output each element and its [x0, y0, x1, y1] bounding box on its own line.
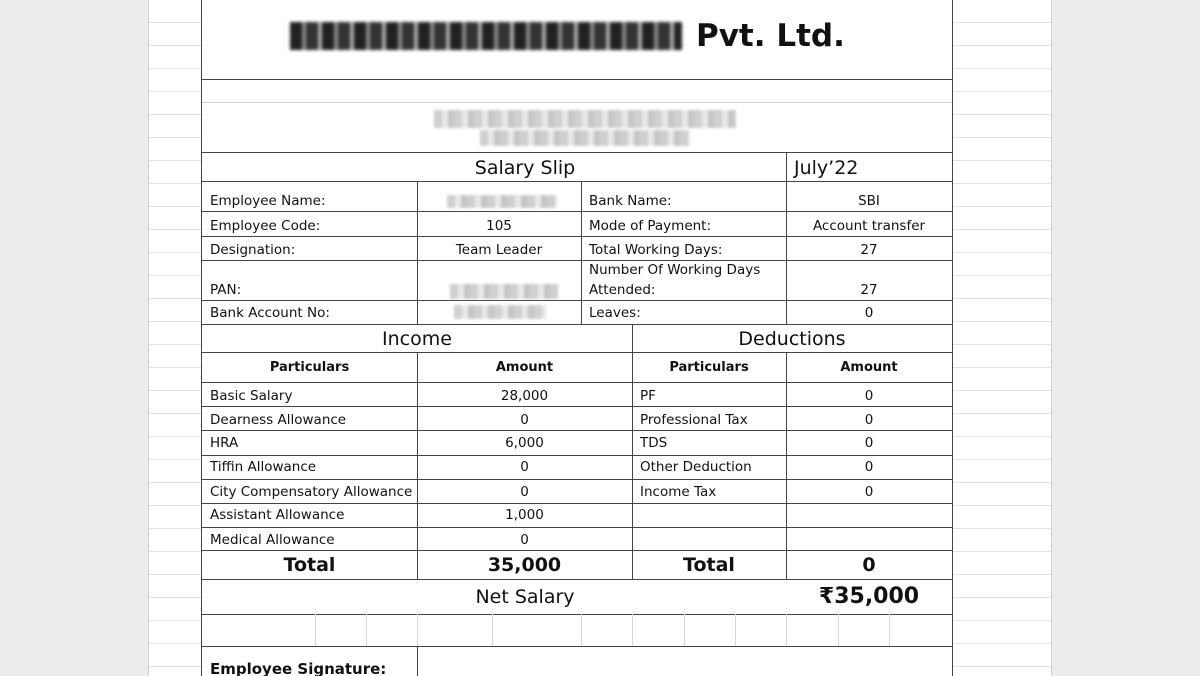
company-address-redacted	[434, 110, 736, 128]
deductions-total-value: 0	[862, 554, 876, 576]
income-row: Tiffin Allowance	[210, 459, 317, 475]
employee-signature-label: Employee Signature:	[210, 660, 387, 676]
spreadsheet-page	[148, 0, 1052, 676]
income-row-amount: 28,000	[500, 388, 549, 404]
pan-redacted	[450, 284, 558, 299]
income-total-label: Total	[283, 554, 336, 576]
employee-code-label: Employee Code:	[210, 218, 321, 234]
income-col-amount: Amount	[495, 360, 554, 375]
income-total-value: 35,000	[487, 554, 562, 576]
leaves-value: 0	[864, 305, 874, 321]
income-row-amount: 0	[520, 484, 529, 500]
employee-code-value: 105	[486, 218, 512, 234]
slip-period: July’22	[794, 157, 859, 179]
deduction-row: Income Tax	[640, 484, 717, 500]
deduction-row-amount: 0	[864, 484, 874, 500]
payment-mode-value: Account transfer	[812, 218, 926, 234]
bank-name-label: Bank Name:	[589, 193, 672, 209]
income-row: Basic Salary	[210, 388, 293, 404]
leaves-label: Leaves:	[589, 305, 641, 321]
designation-value: Team Leader	[455, 242, 543, 258]
deduction-row-amount: 0	[864, 388, 874, 404]
working-days-value: 27	[860, 242, 878, 258]
income-row: HRA	[210, 435, 239, 451]
attended-days-label-1: Number Of Working Days	[589, 262, 761, 278]
bank-account-label: Bank Account No:	[210, 305, 330, 321]
net-salary-value: ₹35,000	[818, 584, 920, 609]
bank-account-redacted	[454, 305, 546, 319]
deductions-col-amount: Amount	[840, 360, 898, 375]
deductions-col-particulars: Particulars	[669, 360, 749, 375]
income-heading: Income	[382, 328, 452, 350]
company-address-redacted-line2	[480, 130, 690, 146]
income-row-amount: 0	[520, 459, 529, 475]
income-row-amount: 0	[520, 412, 529, 428]
deduction-row: PF	[640, 388, 656, 404]
working-days-label: Total Working Days:	[589, 242, 723, 258]
deduction-row: Professional Tax	[640, 412, 748, 428]
income-row-amount: 0	[520, 532, 529, 548]
income-col-particulars: Particulars	[269, 360, 350, 375]
salary-slip	[201, 0, 953, 676]
income-row-amount: 6,000	[505, 435, 544, 451]
deduction-row-amount: 0	[864, 459, 874, 475]
company-name-suffix: Pvt. Ltd.	[696, 18, 845, 54]
bank-name-value: SBI	[858, 193, 880, 209]
deduction-row: TDS	[640, 435, 668, 451]
attended-days-label-2: Attended:	[589, 282, 656, 298]
income-row-amount: 1,000	[505, 507, 544, 523]
attended-days-value: 27	[860, 282, 878, 298]
income-row: Dearness Allowance	[210, 412, 347, 428]
payment-mode-label: Mode of Payment:	[589, 218, 712, 234]
deduction-row-amount: 0	[864, 412, 874, 428]
deduction-row-amount: 0	[864, 435, 874, 451]
employee-name-label: Employee Name:	[210, 193, 326, 209]
slip-title: Salary Slip	[474, 157, 576, 179]
income-row: Medical Allowance	[210, 532, 335, 548]
company-name-redacted	[290, 22, 682, 50]
employee-name-redacted	[447, 195, 557, 208]
net-salary-label: Net Salary	[475, 586, 575, 608]
deduction-row: Other Deduction	[640, 459, 752, 475]
income-row: Assistant Allowance	[210, 507, 345, 523]
pan-label: PAN:	[210, 282, 242, 298]
income-row: City Compensatory Allowance	[210, 484, 413, 500]
deductions-heading: Deductions	[738, 328, 846, 350]
deductions-total-label: Total	[683, 554, 735, 576]
designation-label: Designation:	[210, 242, 296, 258]
